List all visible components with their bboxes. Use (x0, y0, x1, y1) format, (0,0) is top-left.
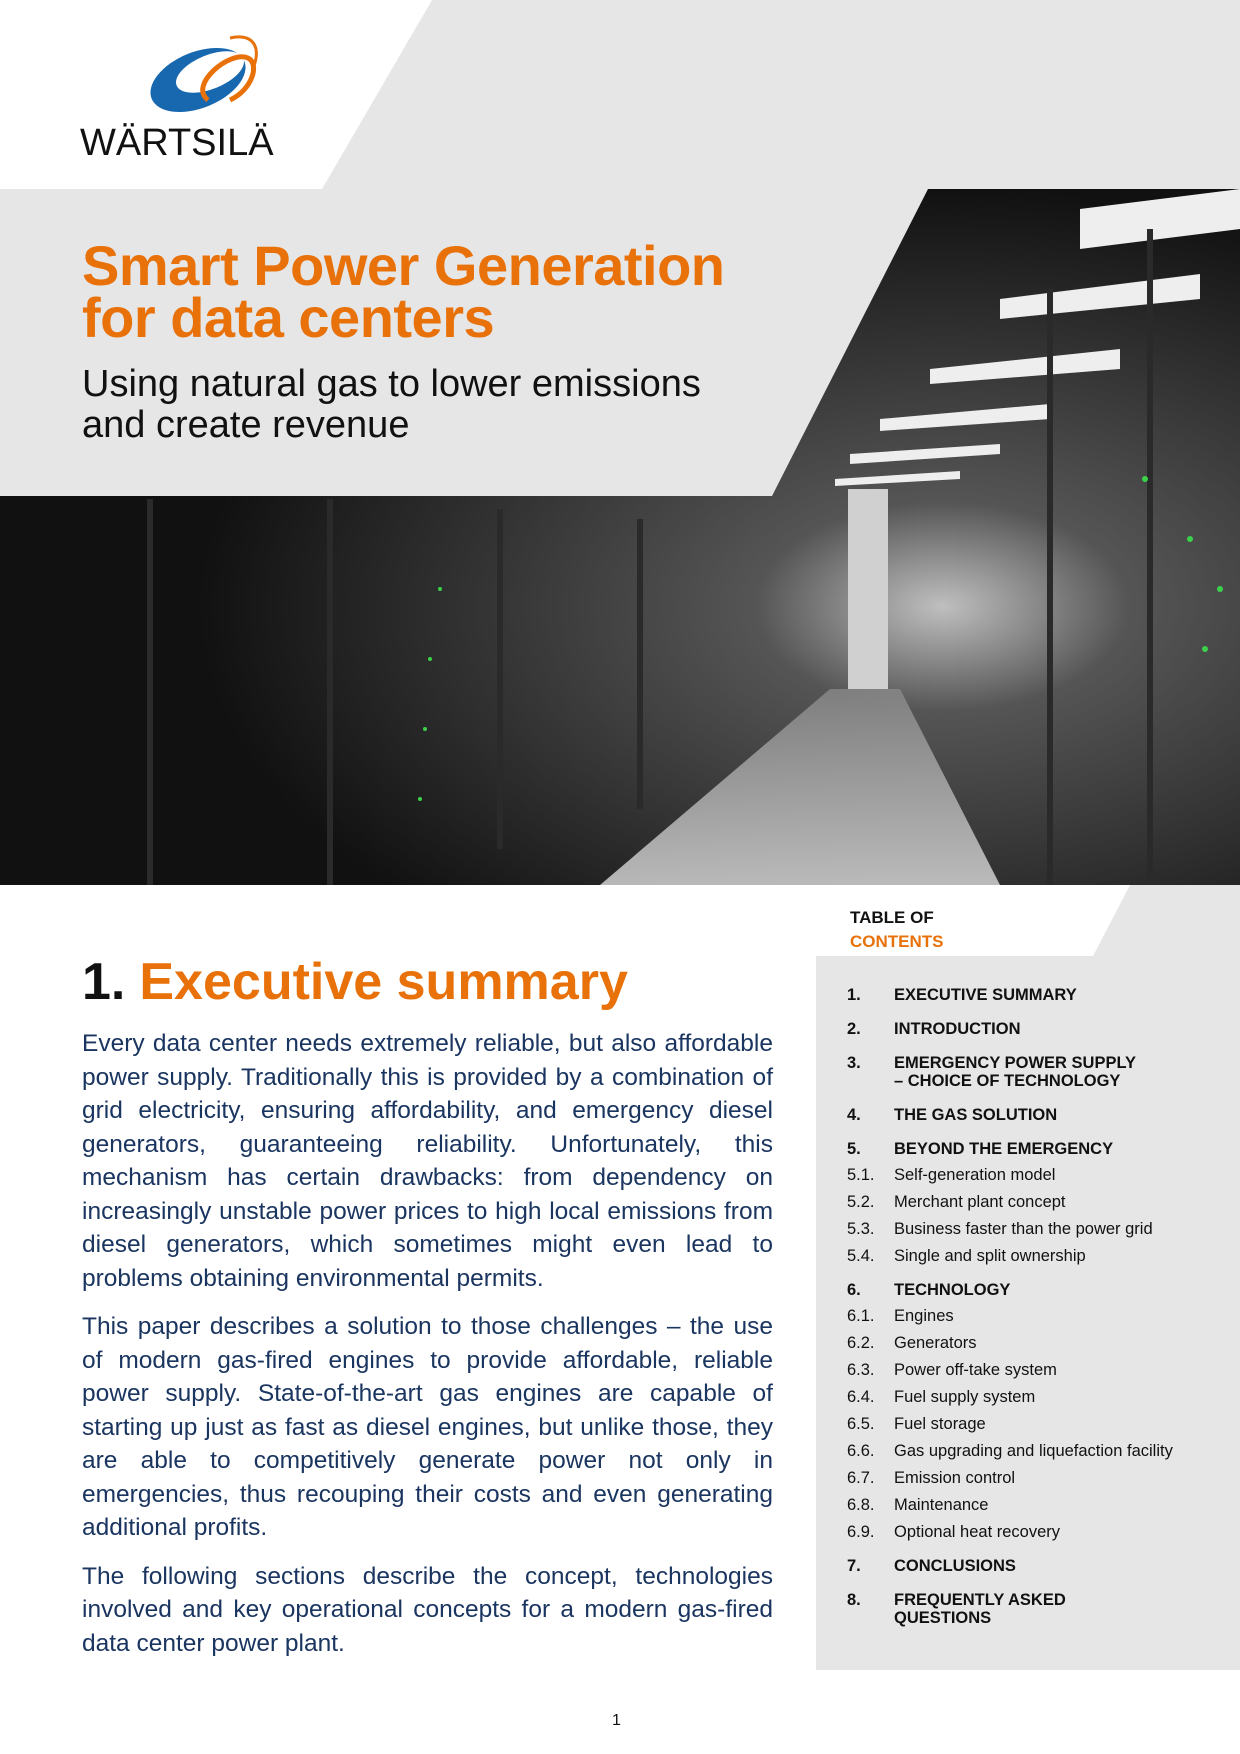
toc-item[interactable] (847, 1247, 1240, 1265)
toc-item[interactable] (847, 1469, 1240, 1487)
toc-item[interactable] (847, 1388, 1240, 1406)
toc-item-number: 7. (847, 1557, 861, 1575)
toc-item-label: Self-generation model (894, 1166, 1056, 1184)
paragraph: The following sections describe the concept, technologies involved and key operational concepts for a modern gas-fired data center power plant. (82, 1562, 773, 1657)
toc-item[interactable] (847, 1523, 1240, 1541)
toc-item-number: 8. (847, 1591, 861, 1609)
toc-item[interactable] (847, 1415, 1240, 1433)
toc-item-label: EMERGENCY POWER SUPPLY – CHOICE OF TECHNOLOGY (894, 1054, 1136, 1090)
subtitle-line-2: and create revenue (82, 404, 410, 446)
toc-item[interactable] (847, 1281, 1240, 1299)
toc-item[interactable] (847, 1166, 1240, 1184)
toc-heading (850, 906, 944, 954)
toc-item[interactable] (847, 1307, 1240, 1325)
toc-item[interactable] (847, 1220, 1240, 1238)
toc-item-label: INTRODUCTION (894, 1020, 1021, 1038)
toc-item-label: Power off-take system (894, 1361, 1057, 1379)
toc-item[interactable] (847, 1106, 1240, 1124)
toc-item[interactable] (847, 1334, 1240, 1352)
title-line-2: for data centers (82, 286, 495, 349)
toc-item[interactable] (847, 1442, 1240, 1460)
section-body (82, 1027, 773, 1675)
toc-item-number: 5.3. (847, 1220, 875, 1238)
toc-item-label: Business faster than the power grid (894, 1220, 1153, 1238)
toc-item-label: Generators (894, 1334, 977, 1352)
toc-item-number: 6.4. (847, 1388, 875, 1406)
toc-item-number: 4. (847, 1106, 861, 1124)
toc-item-number: 5.4. (847, 1247, 875, 1265)
toc-item-label: Fuel supply system (894, 1388, 1036, 1406)
toc-item-number: 5.2. (847, 1193, 875, 1211)
toc-item-number: 6.6. (847, 1442, 875, 1460)
toc-item[interactable] (847, 1591, 1240, 1627)
paragraph: This paper describes a solution to those challenges – the use of modern gas-fired engines to provide affordable, reliable power supply. State-of-the-art gas engines are capable of starting up just as fast as diesel engines, but unlike those, they are able to competitively generate power not only in emergencies, thus recouping their costs and even generating additional profits. (82, 1313, 773, 1541)
toc-item-number: 5.1. (847, 1166, 875, 1184)
toc-item[interactable] (847, 1193, 1240, 1211)
toc-item-label: TECHNOLOGY (894, 1281, 1011, 1299)
toc-item[interactable] (847, 1020, 1240, 1038)
toc-item[interactable] (847, 1361, 1240, 1379)
document-subtitle (82, 364, 701, 446)
toc-item-number: 6.2. (847, 1334, 875, 1352)
toc-item-label: THE GAS SOLUTION (894, 1106, 1058, 1124)
toc-item-number: 5. (847, 1140, 861, 1158)
toc-heading-line-2: CONTENTS (850, 932, 944, 951)
toc-item-number: 6.5. (847, 1415, 875, 1433)
page-number: 1 (612, 1712, 621, 1729)
toc-item-number: 6.8. (847, 1496, 875, 1514)
toc-item[interactable] (847, 1557, 1240, 1575)
toc-item-number: 6.9. (847, 1523, 875, 1541)
toc-item-number: 3. (847, 1054, 861, 1072)
toc-item-label: Merchant plant concept (894, 1193, 1066, 1211)
toc-item[interactable] (847, 1140, 1240, 1158)
toc-item-number: 6. (847, 1281, 861, 1299)
toc-item-label: Optional heat recovery (894, 1523, 1061, 1541)
toc-item-label: CONCLUSIONS (894, 1557, 1016, 1575)
toc-item-number: 6.3. (847, 1361, 875, 1379)
logo-wordmark: WÄRTSILÄ (80, 122, 274, 164)
toc-item-number: 1. (847, 986, 861, 1004)
toc-item-label: EXECUTIVE SUMMARY (894, 986, 1077, 1004)
toc-item-label: Emission control (894, 1469, 1016, 1487)
toc-item-label: Engines (894, 1307, 954, 1325)
wartsila-logo (80, 30, 300, 164)
toc-heading-line-1: TABLE OF (850, 908, 934, 927)
toc-item-number: 6.1. (847, 1307, 875, 1325)
toc-item-label: Fuel storage (894, 1415, 986, 1433)
toc-item-label: FREQUENTLY ASKED QUESTIONS (894, 1591, 1066, 1627)
toc-item[interactable] (847, 1054, 1240, 1090)
toc-item-label: BEYOND THE EMERGENCY (894, 1140, 1114, 1158)
title-line-1: Smart Power Generation (82, 234, 725, 297)
toc-item-number: 2. (847, 1020, 861, 1038)
toc-item-label: Single and split ownership (894, 1247, 1086, 1265)
paragraph: Every data center needs extremely reliable, but also affordable power supply. Traditionally this is provided by a combination of grid electricity, ensuring affordability, and emergency diesel generators, guaranteeing reliability. Unfortunately, this mechanism has certain drawbacks: from dependency on increasingly unstable power prices to high local emissions from diesel generators, which sometimes might even lead to problems obtaining environmental permits. (82, 1030, 773, 1292)
toc-item-number: 6.7. (847, 1469, 875, 1487)
toc-item-label: Maintenance (894, 1496, 989, 1514)
table-of-contents (816, 956, 1240, 1670)
toc-item[interactable] (847, 986, 1240, 1004)
toc-item[interactable] (847, 1496, 1240, 1514)
subtitle-line-1: Using natural gas to lower emissions (82, 363, 701, 405)
toc-corner-decoration (1093, 885, 1240, 956)
document-title (82, 234, 725, 349)
toc-item-label: Gas upgrading and liquefaction facility (894, 1442, 1173, 1460)
logo-swirl-icon (80, 30, 300, 125)
section-heading (82, 952, 628, 1012)
section-number: 1. (82, 953, 126, 1011)
section-title: Executive summary (139, 953, 628, 1011)
